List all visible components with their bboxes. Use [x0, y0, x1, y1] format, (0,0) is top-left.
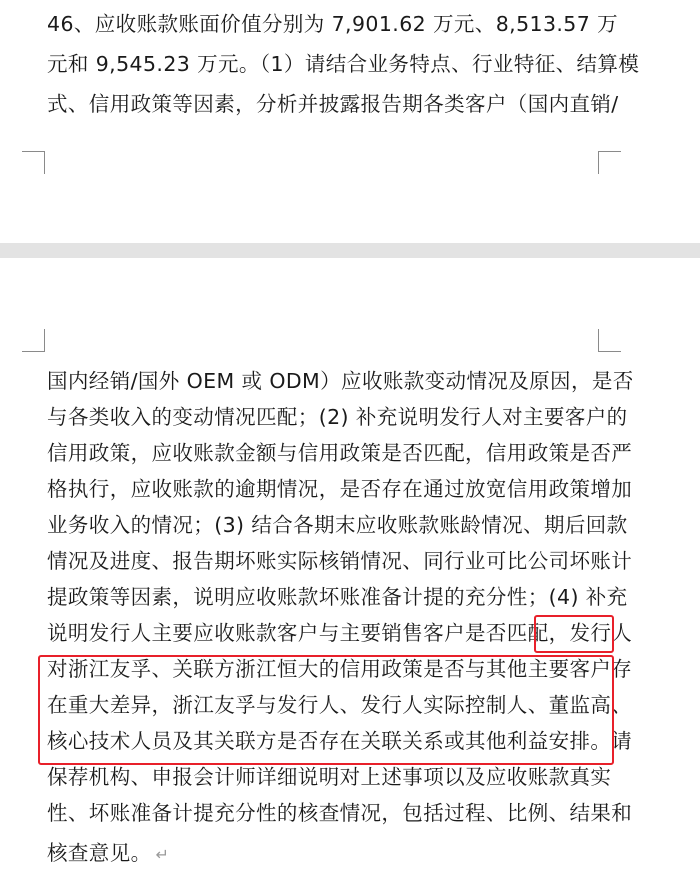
text-line: 性、坏账准备计提充分性的核查情况，包括过程、比例、结果和 — [47, 801, 633, 825]
margin-corner-mark — [598, 329, 621, 352]
text-line-content: 核查意见。 — [47, 841, 152, 865]
text-line: 信用政策，应收账款金额与信用政策是否匹配，信用政策是否严 — [47, 441, 633, 465]
text-line: 核心技术人员及其关联方是否存在关联关系或其他利益安排。请 — [47, 729, 633, 753]
margin-corner-mark — [22, 151, 45, 174]
text-line: 国内经销/国外 OEM 或 ODM）应收账款变动情况及原因，是否 — [47, 369, 634, 393]
text-line: 在重大差异，浙江友孚与发行人、发行人实际控制人、董监高、 — [47, 693, 633, 717]
text-line: 提政策等因素，说明应收账款坏账准备计提的充分性；(4) 补充 — [47, 585, 628, 609]
text-line: 元和 9,545.23 万元。（1）请结合业务特点、行业特征、结算模 — [47, 52, 640, 76]
paragraph-mark-icon: ↵ — [155, 845, 170, 864]
page-separator — [0, 243, 700, 258]
text-line: 业务收入的情况；(3) 结合各期末应收账款账龄情况、期后回款 — [47, 513, 628, 537]
text-line: 式、信用政策等因素，分析并披露报告期各类客户（国内直销/ — [47, 92, 619, 116]
highlight-box-top — [534, 615, 614, 653]
text-line: 说明发行人主要应收账款客户与主要销售客户是否匹配，发行人 — [47, 621, 633, 645]
highlight-box-main — [38, 655, 614, 765]
text-line: 保荐机构、申报会计师详细说明对上述事项以及应收账款真实 — [47, 765, 612, 789]
text-line: 情况及进度、报告期坏账实际核销情况、同行业可比公司坏账计 — [47, 549, 633, 573]
text-line: 与各类收入的变动情况匹配；(2) 补充说明发行人对主要客户的 — [47, 405, 628, 429]
text-line: 46、应收账款账面价值分别为 7,901.62 万元、8,513.57 万 — [47, 12, 619, 36]
margin-corner-mark — [22, 329, 45, 352]
margin-corner-mark — [598, 151, 621, 174]
text-line: 格执行，应收账款的逾期情况，是否存在通过放宽信用政策增加 — [47, 477, 633, 501]
document-page-1 — [0, 0, 700, 243]
text-line: 对浙江友孚、关联方浙江恒大的信用政策是否与其他主要客户存 — [47, 657, 633, 681]
text-line — [47, 843, 169, 865]
